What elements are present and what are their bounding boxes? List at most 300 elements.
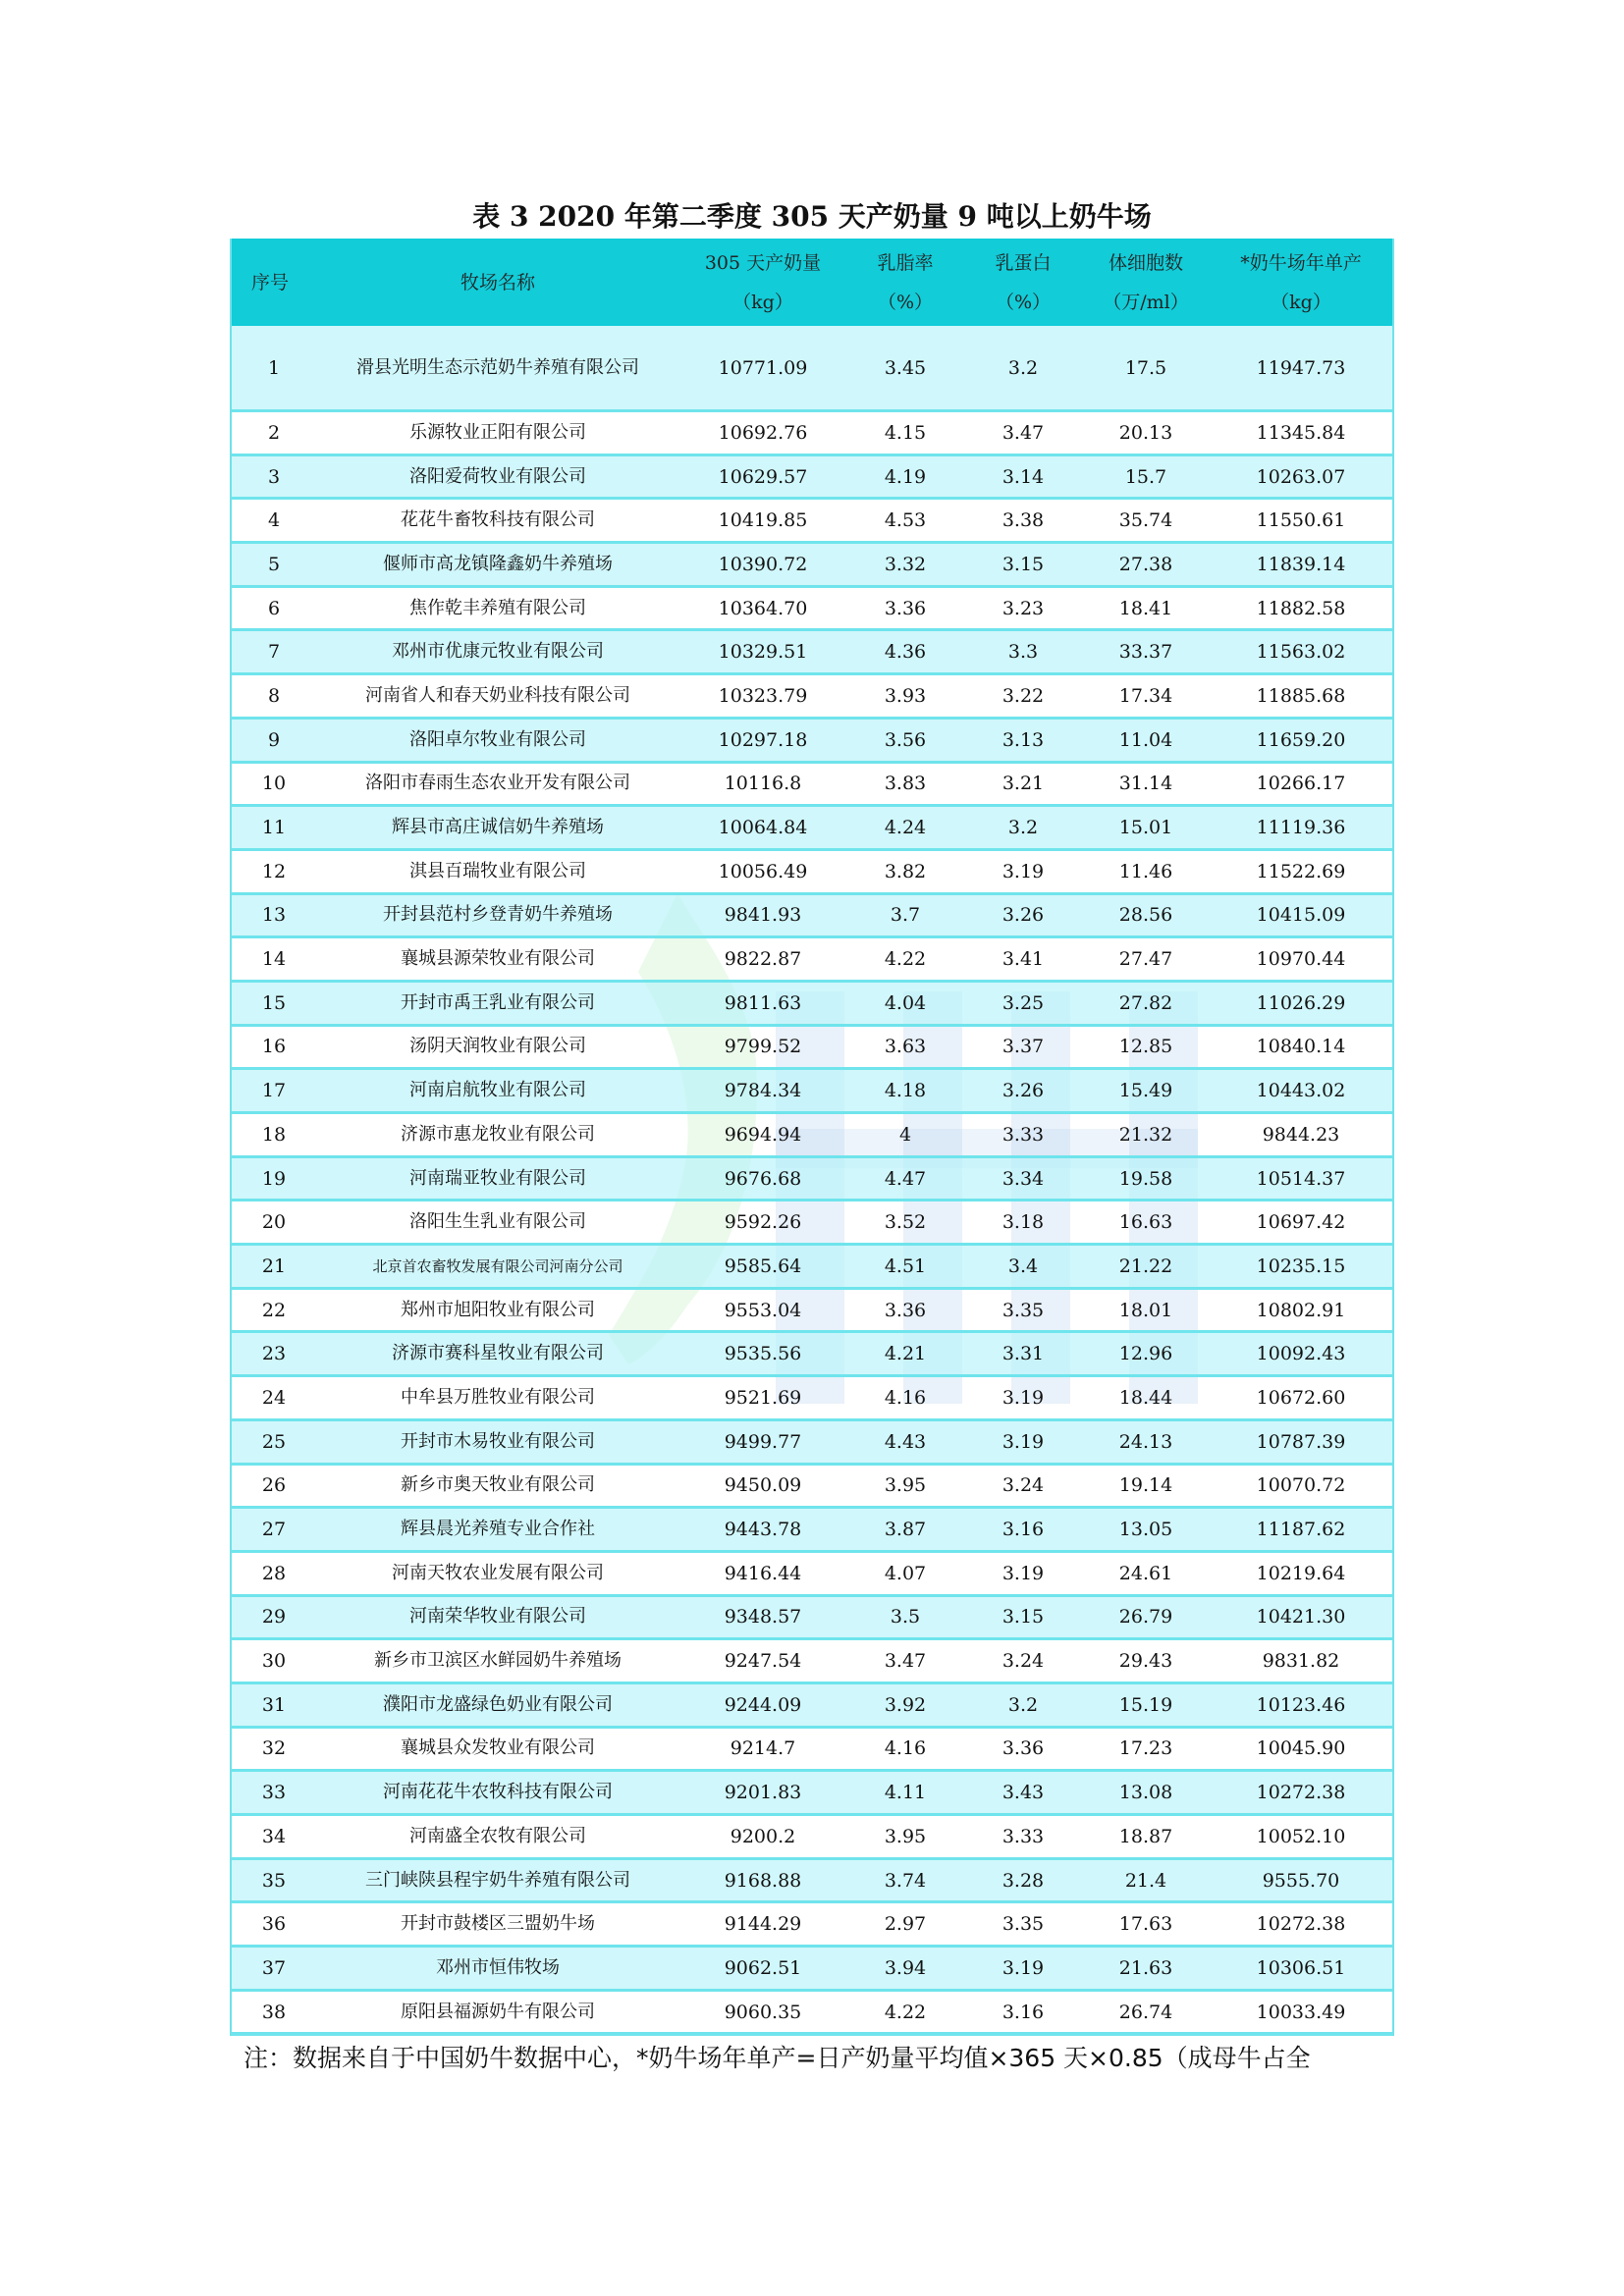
- cell-milk-305: 10323.79: [679, 674, 846, 719]
- cell-farm-name: 新乡市奥天牧业有限公司: [316, 1464, 679, 1508]
- cell-milk-305: 9676.68: [679, 1156, 846, 1201]
- table-row: [232, 674, 1392, 719]
- cell-farm-name: 开封市木易牧业有限公司: [316, 1419, 679, 1464]
- cell-fat-rate: 3.82: [846, 849, 964, 893]
- cell-somatic-cell: 17.63: [1082, 1902, 1210, 1947]
- cell-index: 1: [232, 326, 316, 411]
- cell-farm-name: 开封县范村乡登青奶牛养殖场: [316, 893, 679, 937]
- cell-annual-yield: 10266.17: [1210, 762, 1392, 806]
- cell-farm-name: 济源市赛科星牧业有限公司: [316, 1332, 679, 1376]
- cell-milk-305: 10629.57: [679, 454, 846, 499]
- cell-fat-rate: 3.63: [846, 1025, 964, 1069]
- cell-fat-rate: 2.97: [846, 1902, 964, 1947]
- cell-protein: 3.15: [964, 543, 1082, 587]
- cell-protein: 3.19: [964, 1947, 1082, 1991]
- cell-annual-yield: 10123.46: [1210, 1682, 1392, 1727]
- cell-farm-name: 辉县市高庄诚信奶牛养殖场: [316, 806, 679, 850]
- cell-index: 35: [232, 1858, 316, 1902]
- table-row: [232, 1288, 1392, 1332]
- cell-annual-yield: 10272.38: [1210, 1771, 1392, 1815]
- cell-milk-305: 9244.09: [679, 1682, 846, 1727]
- table-row: [232, 806, 1392, 850]
- cell-index: 22: [232, 1288, 316, 1332]
- cell-farm-name: 河南荣华牧业有限公司: [316, 1595, 679, 1639]
- cell-somatic-cell: 15.19: [1082, 1682, 1210, 1727]
- table-row: [232, 849, 1392, 893]
- cell-annual-yield: 11026.29: [1210, 981, 1392, 1025]
- table-row: [232, 893, 1392, 937]
- cell-milk-305: 10297.18: [679, 718, 846, 762]
- cell-annual-yield: 9831.82: [1210, 1639, 1392, 1683]
- cell-fat-rate: 3.83: [846, 762, 964, 806]
- cell-somatic-cell: 11.46: [1082, 849, 1210, 893]
- cell-annual-yield: 10443.02: [1210, 1069, 1392, 1113]
- cell-fat-rate: 3.36: [846, 1288, 964, 1332]
- cell-milk-305: 9060.35: [679, 1990, 846, 2034]
- cell-protein: 3.19: [964, 1419, 1082, 1464]
- cell-annual-yield: 11885.68: [1210, 674, 1392, 719]
- cell-milk-305: 10329.51: [679, 630, 846, 674]
- cell-farm-name: 三门峡陕县程宇奶牛养殖有限公司: [316, 1858, 679, 1902]
- cell-farm-name: 北京首农畜牧发展有限公司河南分公司: [316, 1245, 679, 1289]
- table-row: [232, 1245, 1392, 1289]
- table-row: [232, 1682, 1392, 1727]
- header-farm-name: 牧场名称: [316, 239, 679, 326]
- cell-farm-name: 新乡市卫滨区水鲜园奶牛养殖场: [316, 1639, 679, 1683]
- cell-farm-name: 洛阳卓尔牧业有限公司: [316, 718, 679, 762]
- cell-fat-rate: 4.16: [846, 1727, 964, 1771]
- cell-annual-yield: 10421.30: [1210, 1595, 1392, 1639]
- cell-somatic-cell: 13.05: [1082, 1508, 1210, 1552]
- table-row: [232, 1069, 1392, 1113]
- cell-milk-305: 9811.63: [679, 981, 846, 1025]
- cell-fat-rate: 3.7: [846, 893, 964, 937]
- cell-fat-rate: 4.53: [846, 499, 964, 543]
- cell-index: 6: [232, 586, 316, 630]
- cell-index: 28: [232, 1551, 316, 1595]
- cell-fat-rate: 4.36: [846, 630, 964, 674]
- cell-index: 11: [232, 806, 316, 850]
- cell-farm-name: 洛阳市春雨生态农业开发有限公司: [316, 762, 679, 806]
- cell-fat-rate: 4.24: [846, 806, 964, 850]
- cell-somatic-cell: 18.01: [1082, 1288, 1210, 1332]
- cell-fat-rate: 4: [846, 1113, 964, 1157]
- cell-milk-305: 10692.76: [679, 411, 846, 455]
- cell-fat-rate: 3.93: [846, 674, 964, 719]
- table-row: [232, 1201, 1392, 1245]
- cell-annual-yield: 11550.61: [1210, 499, 1392, 543]
- cell-index: 29: [232, 1595, 316, 1639]
- cell-somatic-cell: 26.79: [1082, 1595, 1210, 1639]
- cell-fat-rate: 3.56: [846, 718, 964, 762]
- cell-milk-305: 9214.7: [679, 1727, 846, 1771]
- cell-farm-name: 济源市惠龙牧业有限公司: [316, 1113, 679, 1157]
- cell-index: 33: [232, 1771, 316, 1815]
- cell-annual-yield: 11882.58: [1210, 586, 1392, 630]
- table-row: [232, 499, 1392, 543]
- cell-index: 37: [232, 1947, 316, 1991]
- cell-somatic-cell: 12.85: [1082, 1025, 1210, 1069]
- cell-protein: 3.21: [964, 762, 1082, 806]
- cell-milk-305: 9443.78: [679, 1508, 846, 1552]
- cell-annual-yield: 10415.09: [1210, 893, 1392, 937]
- cell-fat-rate: 4.16: [846, 1376, 964, 1420]
- cell-somatic-cell: 15.7: [1082, 454, 1210, 499]
- cell-protein: 3.41: [964, 937, 1082, 982]
- cell-protein: 3.2: [964, 1682, 1082, 1727]
- cell-annual-yield: 10697.42: [1210, 1201, 1392, 1245]
- cell-index: 8: [232, 674, 316, 719]
- table-row: [232, 762, 1392, 806]
- cell-farm-name: 花花牛畜牧科技有限公司: [316, 499, 679, 543]
- cell-fat-rate: 3.47: [846, 1639, 964, 1683]
- table-row: [232, 1551, 1392, 1595]
- cell-protein: 3.26: [964, 893, 1082, 937]
- cell-fat-rate: 3.5: [846, 1595, 964, 1639]
- cell-protein: 3.2: [964, 326, 1082, 411]
- cell-protein: 3.35: [964, 1902, 1082, 1947]
- cell-index: 32: [232, 1727, 316, 1771]
- cell-milk-305: 9416.44: [679, 1551, 846, 1595]
- cell-farm-name: 河南花花牛农牧科技有限公司: [316, 1771, 679, 1815]
- table-row: [232, 1771, 1392, 1815]
- cell-milk-305: 9585.64: [679, 1245, 846, 1289]
- cell-protein: 3.33: [964, 1815, 1082, 1859]
- table-row: [232, 1990, 1392, 2034]
- table-title: 表 3 2020 年第二季度 305 天产奶量 9 吨以上奶牛场: [472, 200, 1152, 233]
- cell-somatic-cell: 11.04: [1082, 718, 1210, 762]
- cell-fat-rate: 4.15: [846, 411, 964, 455]
- cell-somatic-cell: 29.43: [1082, 1639, 1210, 1683]
- cell-milk-305: 10771.09: [679, 326, 846, 411]
- cell-index: 12: [232, 849, 316, 893]
- cell-somatic-cell: 17.5: [1082, 326, 1210, 411]
- cell-annual-yield: 11522.69: [1210, 849, 1392, 893]
- cell-farm-name: 洛阳生生乳业有限公司: [316, 1201, 679, 1245]
- cell-milk-305: 9784.34: [679, 1069, 846, 1113]
- header-annual-yield: *奶牛场年单产 （kg）: [1210, 239, 1392, 326]
- cell-index: 7: [232, 630, 316, 674]
- cell-farm-name: 襄城县众发牧业有限公司: [316, 1727, 679, 1771]
- cell-fat-rate: 4.19: [846, 454, 964, 499]
- cell-fat-rate: 4.04: [846, 981, 964, 1025]
- cell-milk-305: 9168.88: [679, 1858, 846, 1902]
- table-row: [232, 326, 1392, 411]
- cell-index: 2: [232, 411, 316, 455]
- header-fat-rate: 乳脂率 （%）: [846, 239, 964, 326]
- cell-annual-yield: 10045.90: [1210, 1727, 1392, 1771]
- header-row: [232, 239, 1392, 326]
- cell-annual-yield: 11119.36: [1210, 806, 1392, 850]
- table-row: [232, 1727, 1392, 1771]
- cell-farm-name: 邓州市优康元牧业有限公司: [316, 630, 679, 674]
- cell-index: 9: [232, 718, 316, 762]
- cell-milk-305: 9247.54: [679, 1639, 846, 1683]
- data-table-container: [230, 239, 1394, 2036]
- cell-fat-rate: 3.74: [846, 1858, 964, 1902]
- cell-protein: 3.16: [964, 1508, 1082, 1552]
- cell-fat-rate: 3.95: [846, 1815, 964, 1859]
- cell-protein: 3.37: [964, 1025, 1082, 1069]
- cell-protein: 3.15: [964, 1595, 1082, 1639]
- cell-protein: 3.33: [964, 1113, 1082, 1157]
- cell-index: 36: [232, 1902, 316, 1947]
- cell-protein: 3.2: [964, 806, 1082, 850]
- table-row: [232, 1902, 1392, 1947]
- cell-fat-rate: 3.92: [846, 1682, 964, 1727]
- cell-farm-name: 开封市鼓楼区三盟奶牛场: [316, 1902, 679, 1947]
- cell-annual-yield: 11345.84: [1210, 411, 1392, 455]
- table-row: [232, 981, 1392, 1025]
- cell-protein: 3.22: [964, 674, 1082, 719]
- cell-index: 5: [232, 543, 316, 587]
- cell-index: 30: [232, 1639, 316, 1683]
- table-row: [232, 937, 1392, 982]
- cell-annual-yield: 10672.60: [1210, 1376, 1392, 1420]
- table-row: [232, 1858, 1392, 1902]
- cell-protein: 3.38: [964, 499, 1082, 543]
- table-row: [232, 1639, 1392, 1683]
- cell-somatic-cell: 31.14: [1082, 762, 1210, 806]
- cell-somatic-cell: 21.4: [1082, 1858, 1210, 1902]
- table-row: [232, 1025, 1392, 1069]
- cell-fat-rate: 3.45: [846, 326, 964, 411]
- cell-farm-name: 邓州市恒伟牧场: [316, 1947, 679, 1991]
- cell-annual-yield: 11659.20: [1210, 718, 1392, 762]
- cell-annual-yield: 11563.02: [1210, 630, 1392, 674]
- cell-index: 4: [232, 499, 316, 543]
- cell-farm-name: 辉县晨光养殖专业合作社: [316, 1508, 679, 1552]
- cell-somatic-cell: 16.63: [1082, 1201, 1210, 1245]
- cell-farm-name: 河南天牧农业发展有限公司: [316, 1551, 679, 1595]
- cell-fat-rate: 3.32: [846, 543, 964, 587]
- cell-fat-rate: 4.51: [846, 1245, 964, 1289]
- cell-fat-rate: 4.22: [846, 1990, 964, 2034]
- cell-milk-305: 9348.57: [679, 1595, 846, 1639]
- cell-milk-305: 9822.87: [679, 937, 846, 982]
- cell-farm-name: 河南瑞亚牧业有限公司: [316, 1156, 679, 1201]
- cell-somatic-cell: 21.63: [1082, 1947, 1210, 1991]
- cell-somatic-cell: 12.96: [1082, 1332, 1210, 1376]
- cell-fat-rate: 4.18: [846, 1069, 964, 1113]
- cell-fat-rate: 3.52: [846, 1201, 964, 1245]
- cell-milk-305: 9201.83: [679, 1771, 846, 1815]
- cell-somatic-cell: 20.13: [1082, 411, 1210, 455]
- cell-milk-305: 9535.56: [679, 1332, 846, 1376]
- cell-somatic-cell: 18.87: [1082, 1815, 1210, 1859]
- cell-protein: 3.31: [964, 1332, 1082, 1376]
- cell-index: 17: [232, 1069, 316, 1113]
- table-row: [232, 1947, 1392, 1991]
- cell-somatic-cell: 21.32: [1082, 1113, 1210, 1157]
- table-row: [232, 1113, 1392, 1157]
- cell-somatic-cell: 15.01: [1082, 806, 1210, 850]
- table-row: [232, 1815, 1392, 1859]
- cell-annual-yield: 10070.72: [1210, 1464, 1392, 1508]
- cell-farm-name: 洛阳爱荷牧业有限公司: [316, 454, 679, 499]
- cell-index: 14: [232, 937, 316, 982]
- cell-fat-rate: 4.21: [846, 1332, 964, 1376]
- table-row: [232, 586, 1392, 630]
- cell-annual-yield: 11187.62: [1210, 1508, 1392, 1552]
- cell-protein: 3.24: [964, 1464, 1082, 1508]
- cell-farm-name: 河南盛全农牧有限公司: [316, 1815, 679, 1859]
- cell-index: 25: [232, 1419, 316, 1464]
- cell-farm-name: 原阳县福源奶牛有限公司: [316, 1990, 679, 2034]
- cell-farm-name: 郑州市旭阳牧业有限公司: [316, 1288, 679, 1332]
- table-row: [232, 1419, 1392, 1464]
- cell-somatic-cell: 15.49: [1082, 1069, 1210, 1113]
- cell-protein: 3.36: [964, 1727, 1082, 1771]
- cell-protein: 3.34: [964, 1156, 1082, 1201]
- cell-protein: 3.47: [964, 411, 1082, 455]
- cell-fat-rate: 4.43: [846, 1419, 964, 1464]
- header-somatic-cell: 体细胞数 （万/ml）: [1082, 239, 1210, 326]
- cell-fat-rate: 3.95: [846, 1464, 964, 1508]
- cell-somatic-cell: 17.34: [1082, 674, 1210, 719]
- cell-protein: 3.19: [964, 1376, 1082, 1420]
- cell-protein: 3.19: [964, 1551, 1082, 1595]
- table-row: [232, 1332, 1392, 1376]
- cell-fat-rate: 4.11: [846, 1771, 964, 1815]
- cell-annual-yield: 11839.14: [1210, 543, 1392, 587]
- cell-index: 16: [232, 1025, 316, 1069]
- cell-index: 34: [232, 1815, 316, 1859]
- cell-milk-305: 9553.04: [679, 1288, 846, 1332]
- cell-somatic-cell: 18.41: [1082, 586, 1210, 630]
- cell-somatic-cell: 35.74: [1082, 499, 1210, 543]
- cell-annual-yield: 11947.73: [1210, 326, 1392, 411]
- cell-index: 20: [232, 1201, 316, 1245]
- cell-somatic-cell: 28.56: [1082, 893, 1210, 937]
- cell-protein: 3.23: [964, 586, 1082, 630]
- cell-milk-305: 10116.8: [679, 762, 846, 806]
- header-index: 序号: [232, 239, 316, 326]
- cell-index: 38: [232, 1990, 316, 2034]
- cell-milk-305: 9799.52: [679, 1025, 846, 1069]
- cell-somatic-cell: 19.14: [1082, 1464, 1210, 1508]
- cell-milk-305: 9062.51: [679, 1947, 846, 1991]
- cell-index: 15: [232, 981, 316, 1025]
- table-row: [232, 411, 1392, 455]
- cell-annual-yield: 10306.51: [1210, 1947, 1392, 1991]
- cell-index: 19: [232, 1156, 316, 1201]
- cell-fat-rate: 4.47: [846, 1156, 964, 1201]
- cell-fat-rate: 3.94: [846, 1947, 964, 1991]
- table-row: [232, 1464, 1392, 1508]
- cell-milk-305: 10390.72: [679, 543, 846, 587]
- cell-annual-yield: 10802.91: [1210, 1288, 1392, 1332]
- cell-index: 23: [232, 1332, 316, 1376]
- cell-fat-rate: 3.87: [846, 1508, 964, 1552]
- cell-protein: 3.16: [964, 1990, 1082, 2034]
- cell-somatic-cell: 24.61: [1082, 1551, 1210, 1595]
- cell-farm-name: 焦作乾丰养殖有限公司: [316, 586, 679, 630]
- cell-protein: 3.13: [964, 718, 1082, 762]
- cell-annual-yield: 10263.07: [1210, 454, 1392, 499]
- cell-milk-305: 9499.77: [679, 1419, 846, 1464]
- cell-protein: 3.3: [964, 630, 1082, 674]
- cell-milk-305: 9521.69: [679, 1376, 846, 1420]
- cell-farm-name: 河南省人和春天奶业科技有限公司: [316, 674, 679, 719]
- cell-somatic-cell: 27.38: [1082, 543, 1210, 587]
- cell-index: 31: [232, 1682, 316, 1727]
- cell-milk-305: 10056.49: [679, 849, 846, 893]
- cell-farm-name: 滑县光明生态示范奶牛养殖有限公司: [316, 326, 679, 411]
- cell-protein: 3.43: [964, 1771, 1082, 1815]
- table-row: [232, 630, 1392, 674]
- cell-milk-305: 10064.84: [679, 806, 846, 850]
- cell-annual-yield: 10219.64: [1210, 1551, 1392, 1595]
- cell-annual-yield: 10272.38: [1210, 1902, 1392, 1947]
- cell-milk-305: 9841.93: [679, 893, 846, 937]
- cell-annual-yield: 10235.15: [1210, 1245, 1392, 1289]
- cell-annual-yield: 10052.10: [1210, 1815, 1392, 1859]
- cell-milk-305: 9450.09: [679, 1464, 846, 1508]
- cell-protein: 3.18: [964, 1201, 1082, 1245]
- cell-milk-305: 9592.26: [679, 1201, 846, 1245]
- cell-farm-name: 淇县百瑞牧业有限公司: [316, 849, 679, 893]
- cell-fat-rate: 4.22: [846, 937, 964, 982]
- cell-milk-305: 10364.70: [679, 586, 846, 630]
- cell-index: 27: [232, 1508, 316, 1552]
- cell-milk-305: 9144.29: [679, 1902, 846, 1947]
- header-protein: 乳蛋白 （%）: [964, 239, 1082, 326]
- cell-annual-yield: 10033.49: [1210, 1990, 1392, 2034]
- table-row: [232, 543, 1392, 587]
- cell-milk-305: 10419.85: [679, 499, 846, 543]
- cell-protein: 3.28: [964, 1858, 1082, 1902]
- cell-annual-yield: 9555.70: [1210, 1858, 1392, 1902]
- table-row: [232, 1156, 1392, 1201]
- cell-farm-name: 濮阳市龙盛绿色奶业有限公司: [316, 1682, 679, 1727]
- cell-annual-yield: 10787.39: [1210, 1419, 1392, 1464]
- cell-somatic-cell: 27.82: [1082, 981, 1210, 1025]
- cell-somatic-cell: 18.44: [1082, 1376, 1210, 1420]
- cell-farm-name: 乐源牧业正阳有限公司: [316, 411, 679, 455]
- cell-farm-name: 汤阴天润牧业有限公司: [316, 1025, 679, 1069]
- cell-annual-yield: 10970.44: [1210, 937, 1392, 982]
- cell-farm-name: 偃师市高龙镇隆鑫奶牛养殖场: [316, 543, 679, 587]
- cell-index: 3: [232, 454, 316, 499]
- cell-somatic-cell: 26.74: [1082, 1990, 1210, 2034]
- cell-somatic-cell: 33.37: [1082, 630, 1210, 674]
- cell-annual-yield: 9844.23: [1210, 1113, 1392, 1157]
- table-row: [232, 454, 1392, 499]
- cell-milk-305: 9694.94: [679, 1113, 846, 1157]
- table-body: [232, 326, 1392, 2034]
- cell-index: 10: [232, 762, 316, 806]
- table-row: [232, 1508, 1392, 1552]
- cell-somatic-cell: 13.08: [1082, 1771, 1210, 1815]
- header-milk-305: 305 天产奶量 （kg）: [679, 239, 846, 326]
- cell-farm-name: 襄城县源荣牧业有限公司: [316, 937, 679, 982]
- cell-protein: 3.35: [964, 1288, 1082, 1332]
- cell-index: 24: [232, 1376, 316, 1420]
- cell-farm-name: 中牟县万胜牧业有限公司: [316, 1376, 679, 1420]
- cell-annual-yield: 10514.37: [1210, 1156, 1392, 1201]
- cell-somatic-cell: 17.23: [1082, 1727, 1210, 1771]
- cell-farm-name: 河南启航牧业有限公司: [316, 1069, 679, 1113]
- cell-fat-rate: 4.07: [846, 1551, 964, 1595]
- dairy-farm-table: [232, 239, 1392, 2036]
- cell-somatic-cell: 21.22: [1082, 1245, 1210, 1289]
- cell-protein: 3.25: [964, 981, 1082, 1025]
- cell-protein: 3.4: [964, 1245, 1082, 1289]
- cell-index: 13: [232, 893, 316, 937]
- cell-index: 18: [232, 1113, 316, 1157]
- footnote: 注：数据来自于中国奶牛数据中心，*奶牛场年单产=日产奶量平均值×365 天×0.85（成母牛占全: [244, 2044, 1311, 2072]
